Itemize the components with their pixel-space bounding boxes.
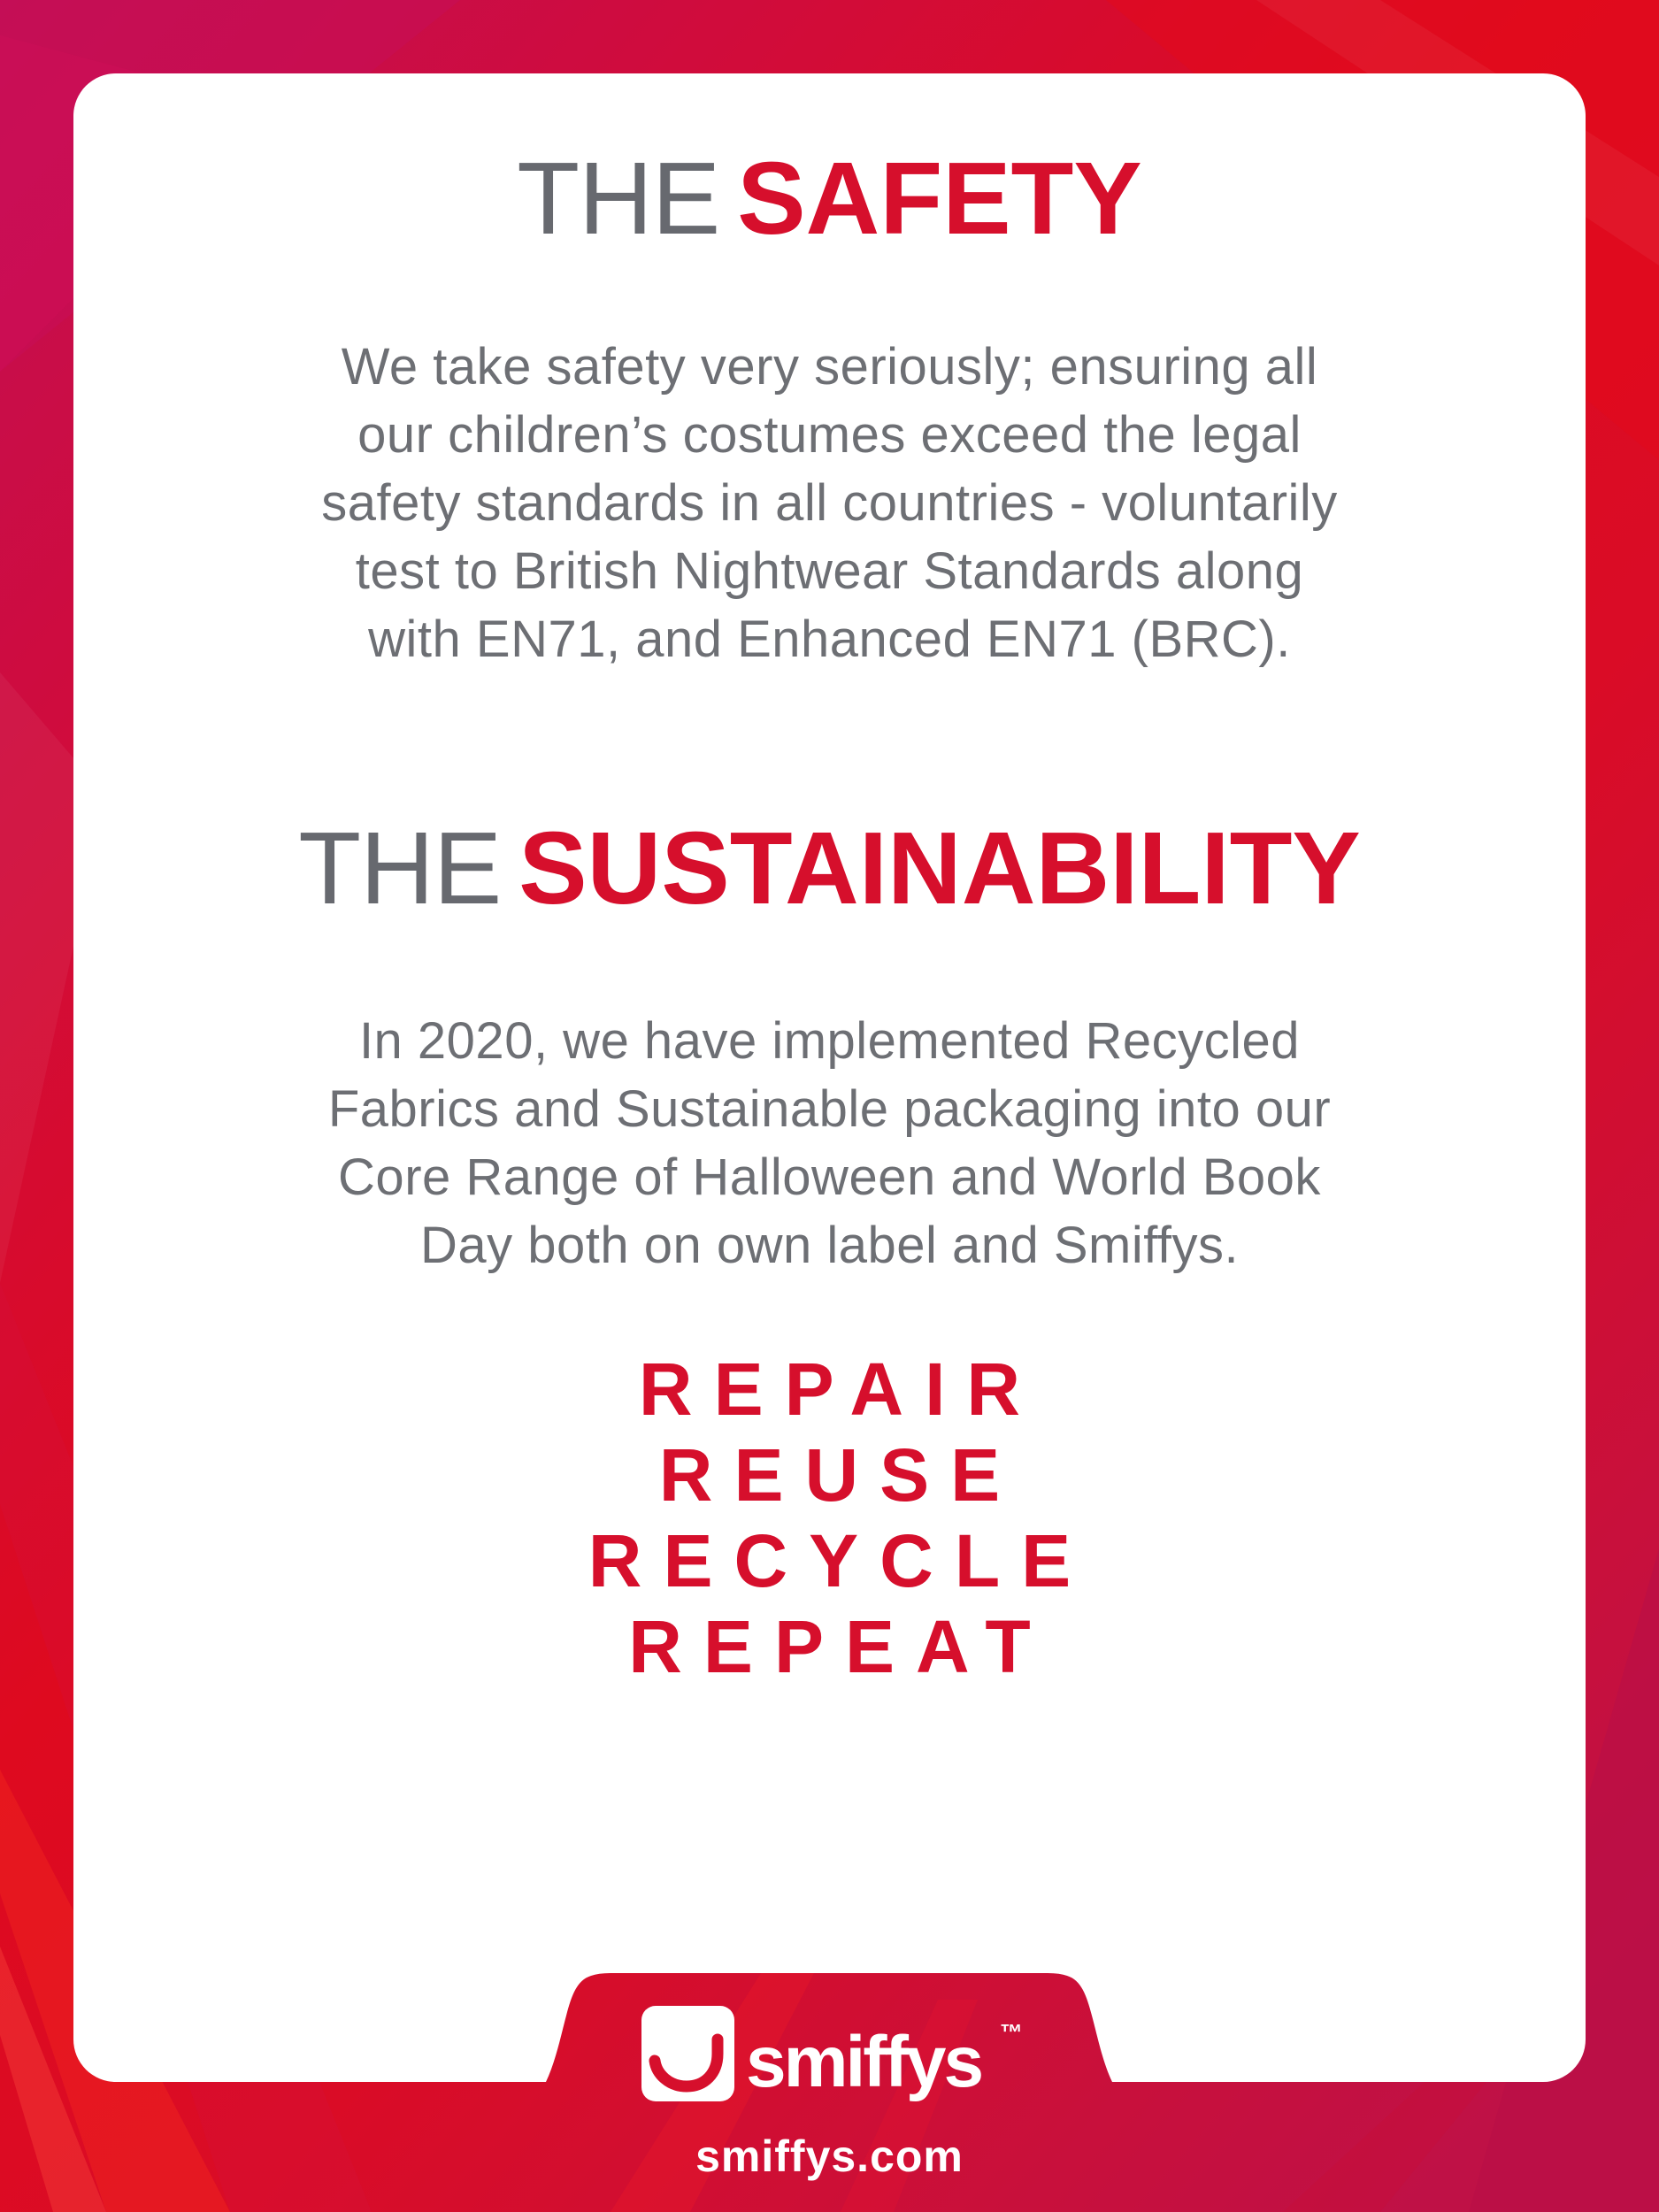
trademark-symbol: ™ [1000,2019,1023,2046]
sustainability-title [73,810,1586,926]
safety-title [73,141,1586,256]
sustainability-paragraph-line: In 2020, we have implemented Recycled [358,1012,1301,1070]
slogan-word-repeat: REPEAT [628,1605,1052,1688]
slogan-word-recycle: RECYCLE [588,1519,1093,1602]
safety-paragraph-line: our children’s costumes exceed the legal [357,406,1302,464]
slogan-word-repair: REPAIR [638,1348,1042,1431]
slogan-block [73,1347,1586,1690]
smiffys-wordmark: smiffys [746,2022,982,2102]
sustainability-paragraph [73,1007,1586,1279]
sustainability-paragraph-line: Core Range of Halloween and World Book [338,1148,1321,1206]
smiffys-logo [641,2006,734,2101]
sustainability-title-highlight: SUSTAINABILITY [518,810,1361,926]
smiffys-smile-icon [641,2006,734,2101]
website-text: smiffys.com [695,2131,964,2181]
sustainability-paragraph-line: Fabrics and Sustainable packaging into our [327,1080,1332,1138]
safety-paragraph-line: safety standards in all countries - voluntarily [321,474,1338,532]
slogan-word-reuse: REUSE [658,1433,1022,1517]
safety-title-highlight: SAFETY [737,141,1142,256]
safety-paragraph-line: test to British Nightwear Standards along [355,542,1304,600]
safety-title-prefix: THE [517,141,720,256]
safety-paragraph-line: We take safety very seriously; ensuring all [341,338,1318,396]
safety-paragraph [73,333,1586,673]
safety-paragraph-line: with EN71, and Enhanced EN71 (BRC). [368,611,1291,668]
sustainability-title-prefix: THE [298,810,502,926]
sustainability-paragraph-line: Day both on own label and Smiffys. [419,1217,1240,1274]
